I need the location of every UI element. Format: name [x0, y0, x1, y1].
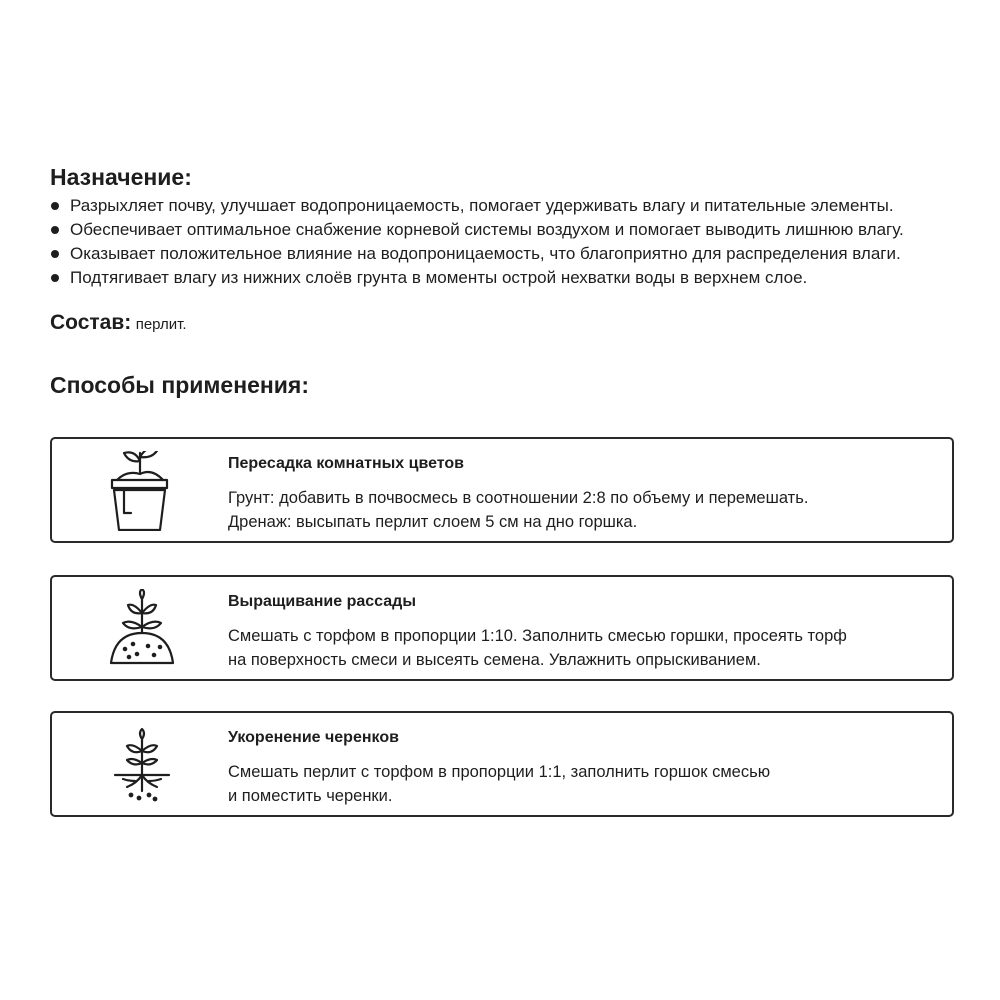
bullet-icon	[51, 250, 59, 258]
list-item	[50, 194, 904, 218]
card-line: Грунт: добавить в почвосмесь в соотношении 2:8 по объему и перемешать.	[228, 489, 809, 507]
list-item-text: Разрыхляет почву, улучшает водопроницаемость, помогает удерживать влагу и питательные элементы.	[70, 196, 894, 215]
method-card-transplanting	[50, 437, 954, 543]
card-title: Выращивание рассады	[228, 593, 416, 610]
card-line: Смешать с торфом в пропорции 1:10. Заполнить смесью горшки, просеять торф	[228, 627, 847, 645]
card-line: Дренаж: высыпать перлит слоем 5 см на дно горшка.	[228, 513, 638, 531]
card-body	[228, 760, 770, 808]
list-item	[50, 266, 904, 290]
list-item-text: Подтягивает влагу из нижних слоёв грунта в моменты острой нехватки воды в верхнем слое.	[70, 268, 808, 287]
card-line: и поместить черенки.	[228, 787, 393, 805]
card-line: Смешать перлит с торфом в пропорции 1:1, заполнить горшок смесью	[228, 763, 771, 781]
card-title: Укоренение черенков	[228, 729, 399, 746]
method-card-cuttings	[50, 711, 954, 817]
card-line: на поверхность смеси и высеять семена. Увлажнить опрыскиванием.	[228, 651, 761, 669]
composition-value: перлит.	[135, 316, 187, 333]
card-title: Пересадка комнатных цветов	[228, 455, 465, 472]
methods-heading: Способы применения:	[50, 372, 310, 398]
bullet-icon	[51, 202, 59, 210]
list-item	[50, 218, 904, 242]
composition	[50, 311, 187, 335]
potted-plant-icon	[107, 451, 177, 531]
seedling-soil-icon	[107, 589, 177, 669]
purpose-heading: Назначение:	[50, 164, 192, 190]
list-item	[50, 242, 904, 266]
bullet-icon	[51, 274, 59, 282]
rooted-cutting-icon	[107, 725, 177, 805]
method-card-seedlings	[50, 575, 954, 681]
list-item-text: Оказывает положительное влияние на водопроницаемость, что благоприятно для распределения влаги.	[70, 244, 901, 263]
composition-label: Состав:	[50, 311, 132, 334]
purpose-list	[50, 194, 904, 290]
list-item-text: Обеспечивает оптимальное снабжение корневой системы воздухом и помогает выводить лишнюю влагу.	[70, 220, 904, 239]
bullet-icon	[51, 226, 59, 234]
card-body	[228, 486, 808, 534]
card-body	[228, 624, 847, 672]
